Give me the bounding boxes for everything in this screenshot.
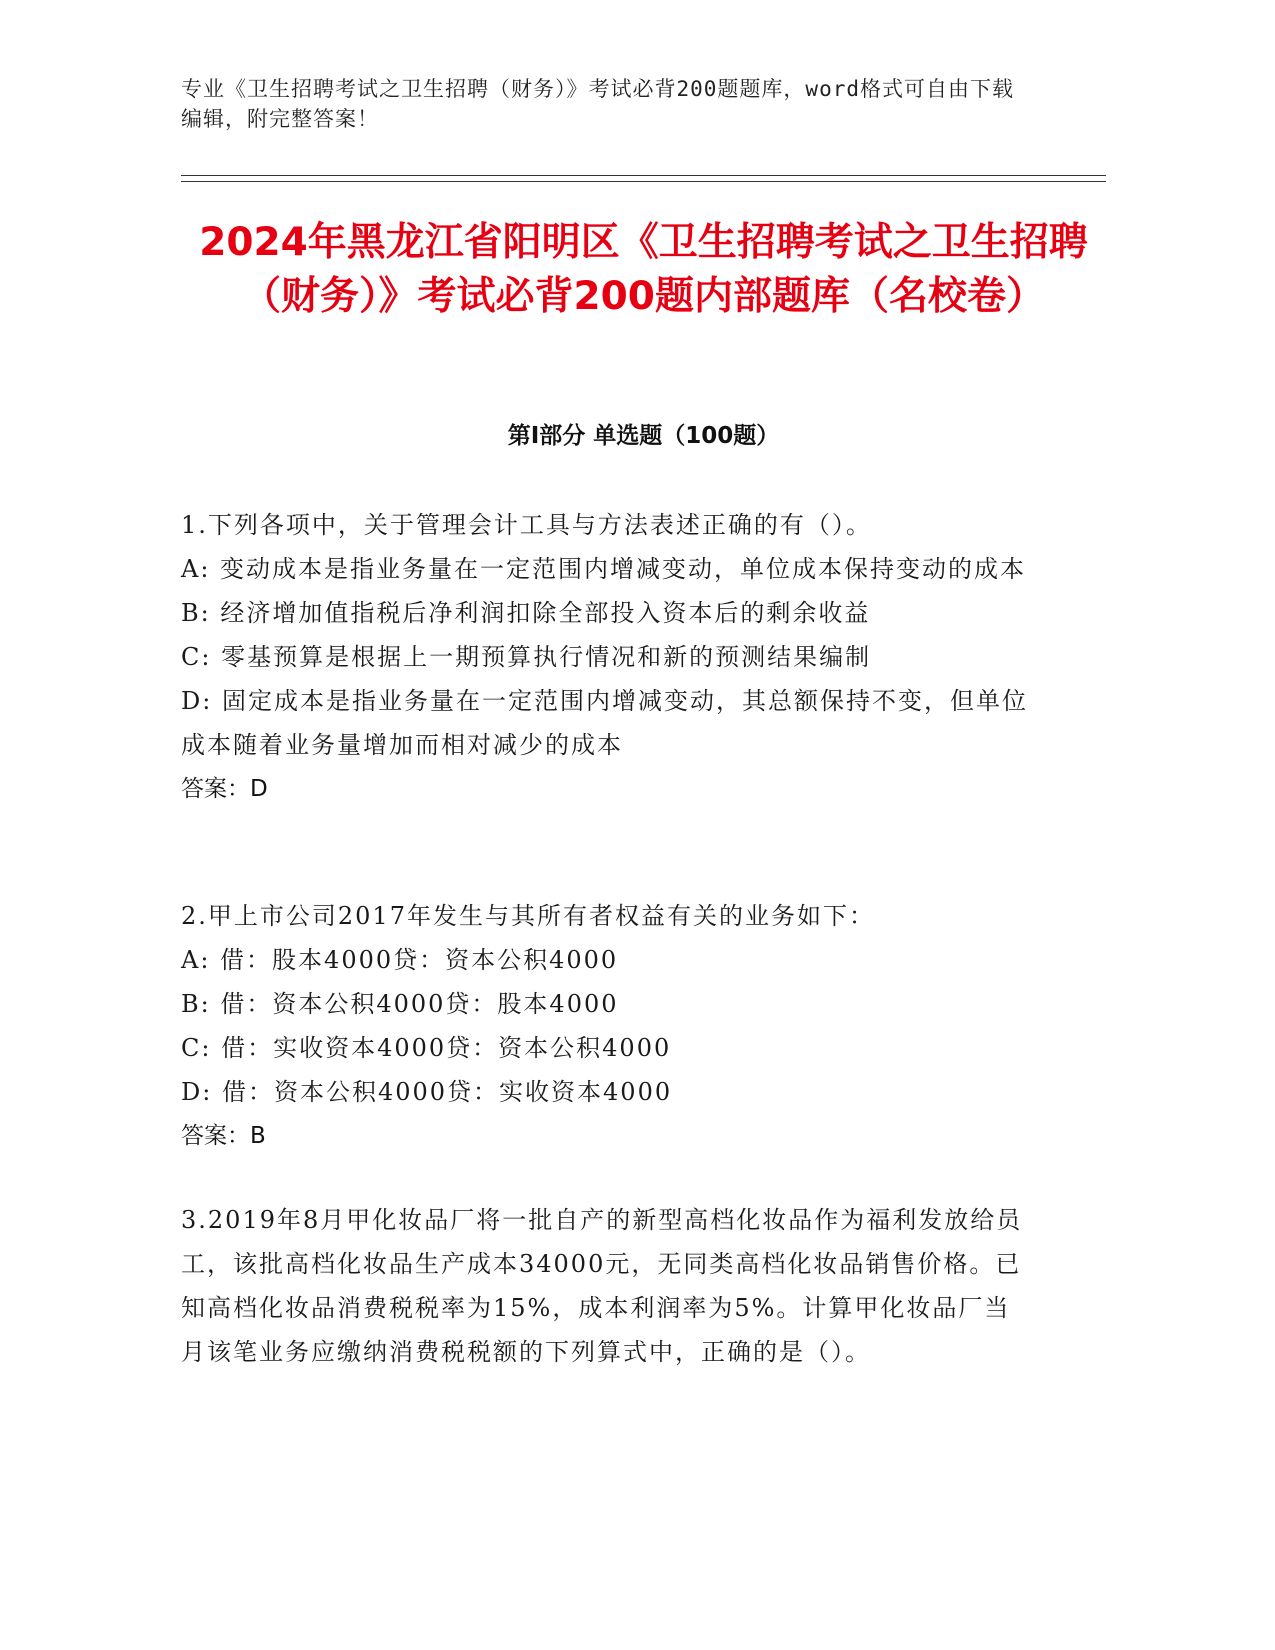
option-a: A: 借：股本4000贷：资本公积4000 xyxy=(181,946,619,974)
option-d: D: 固定成本是指业务量在一定范围内增减变动，其总额保持不变，但单位成本随着业务量增加而相对减少的成本 xyxy=(181,687,1028,759)
question-1 xyxy=(181,503,1031,811)
header-note: 专业《卫生招聘考试之卫生招聘（财务）》考试必背200题题库，word格式可自由下载编辑，附完整答案！ xyxy=(181,77,1014,131)
question-stem: 3.2019年8月甲化妆品厂将一批自产的新型高档化妆品作为福利发放给员工，该批高档化妆品生产成本34000元，无同类高档化妆品销售价格。已知高档化妆品消费税税率为15%，成本利润率为5%。计算甲化妆品厂当月该笔业务应缴纳消费税税额的下列算式中，正确的是（）。 xyxy=(181,1206,1023,1366)
option-a: A: 变动成本是指业务量在一定范围内增减变动，单位成本保持变动的成本 xyxy=(181,555,1027,583)
section-heading: 第I部分 单选题（100题） xyxy=(507,423,780,449)
answer-label: 答案：D xyxy=(181,776,268,802)
option-b: B: 借：资本公积4000贷：股本4000 xyxy=(181,990,619,1018)
document-page xyxy=(181,0,1106,1650)
document-title: 2024年黑龙江省阳明区《卫生招聘考试之卫生招聘（财务）》考试必背200题内部题库（名校卷） xyxy=(199,220,1088,319)
question-3 xyxy=(181,1198,1031,1374)
option-b: B: 经济增加值指税后净利润扣除全部投入资本后的剩余收益 xyxy=(181,599,871,627)
answer-label: 答案：B xyxy=(181,1123,266,1149)
option-c: C: 零基预算是根据上一期预算执行情况和新的预测结果编制 xyxy=(181,643,872,671)
question-stem: 2.甲上市公司2017年发生与其所有者权益有关的业务如下： xyxy=(181,902,875,930)
option-d: D: 借：资本公积4000贷：实收资本4000 xyxy=(181,1078,673,1106)
question-stem: 1.下列各项中，关于管理会计工具与方法表述正确的有（）。 xyxy=(181,511,872,539)
option-c: C: 借：实收资本4000贷：资本公积4000 xyxy=(181,1034,672,1062)
header-divider-bottom xyxy=(181,181,1106,182)
header-divider-top xyxy=(181,175,1106,176)
question-2 xyxy=(181,894,1031,1158)
